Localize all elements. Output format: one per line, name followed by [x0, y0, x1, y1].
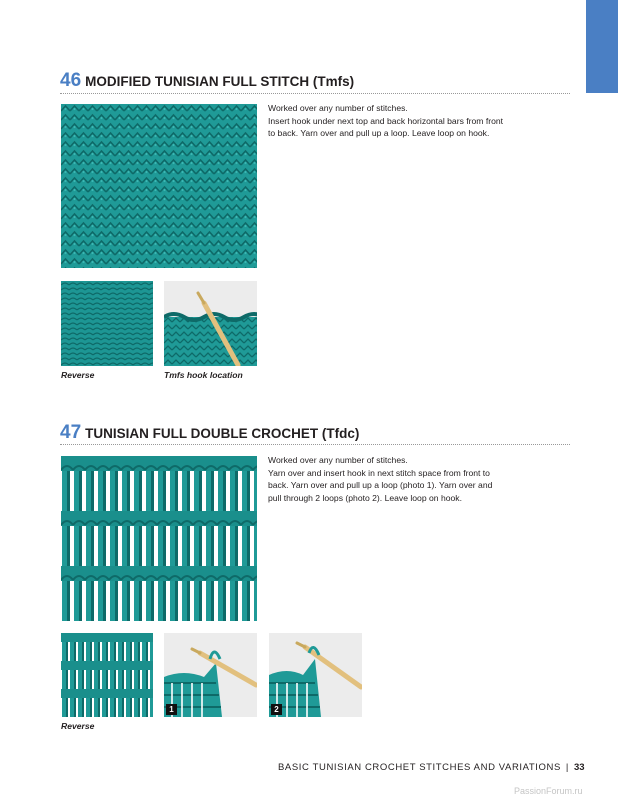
page-number: 33	[574, 762, 585, 773]
footer-separator: |	[565, 762, 569, 773]
tfdc-reverse-photo	[61, 633, 153, 717]
tfdc-step-1-photo	[164, 633, 257, 717]
watermark: PassionForum.ru	[514, 786, 583, 796]
section-47-rule	[60, 444, 570, 445]
tmfs-swatch-photo	[61, 104, 257, 268]
running-title: BASIC TUNISIAN CROCHET STITCHES AND VARIATIONS	[278, 762, 561, 773]
tfdc-swatch-photo	[61, 456, 257, 621]
section-46-instructions	[268, 102, 558, 140]
instruction-line: Yarn over and insert hook in next stitch space from front to	[268, 467, 490, 478]
section-46-title: MODIFIED TUNISIAN FULL STITCH (Tmfs)	[85, 74, 355, 89]
chapter-tab	[586, 0, 618, 93]
instruction-line: back. Yarn over and pull up a loop (photo 1). Yarn over and	[268, 480, 493, 490]
tfdc-step-2-photo	[269, 633, 362, 717]
reverse-caption: Reverse	[61, 721, 95, 731]
photo-number-badge: 2	[271, 704, 282, 715]
instruction-line: Worked over any number of stitches.	[268, 455, 408, 465]
tmfs-reverse-photo	[61, 281, 153, 366]
instruction-line: to back. Yarn over and pull up a loop. Leave loop on hook.	[268, 128, 490, 138]
instruction-line: Insert hook under next top and back horizontal bars from front	[268, 115, 504, 126]
photo-number-badge: 1	[166, 704, 177, 715]
instruction-line: pull through 2 loops (photo 2). Leave loop on hook.	[268, 492, 462, 503]
page-footer	[278, 762, 585, 773]
section-47-heading	[60, 422, 359, 444]
section-47-instructions	[268, 454, 558, 504]
tmfs-hook-location-photo	[164, 281, 257, 366]
section-46-number: 46	[60, 70, 82, 91]
section-47-title: TUNISIAN FULL DOUBLE CROCHET (Tfdc)	[85, 426, 360, 441]
instruction-line: Worked over any number of stitches.	[268, 103, 408, 113]
section-46-heading	[60, 70, 354, 92]
hook-location-caption: Tmfs hook location	[164, 370, 243, 380]
section-47-number: 47	[60, 422, 82, 443]
reverse-caption: Reverse	[61, 370, 95, 380]
section-46-rule	[60, 93, 570, 94]
